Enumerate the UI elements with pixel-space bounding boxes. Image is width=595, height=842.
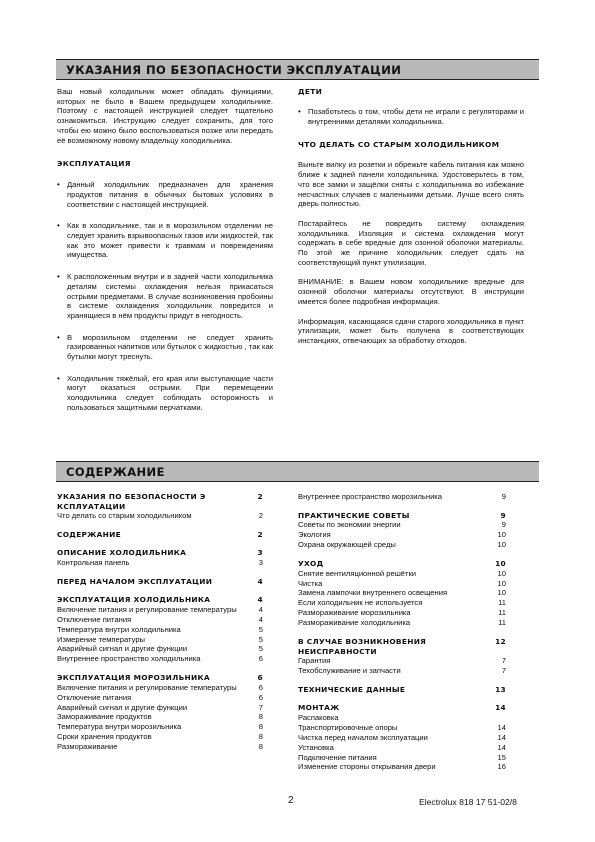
toc-entry-page: 8: [258, 732, 263, 742]
bullet-dot-icon: •: [57, 332, 60, 342]
toc-entry-title: Размораживание: [57, 742, 118, 752]
toc-section-page: 9: [500, 510, 506, 520]
toc-entry: [298, 713, 506, 723]
toc-section-heading: [57, 530, 263, 540]
old-fridge-paragraph: ВНИМАНИЕ: в Вашем новом холодильнике вредные для озонной оболочки материалы отсутствуют. В инструкции имеется более подробная информация.: [298, 277, 524, 306]
toc-section-title: УХОД: [298, 559, 324, 569]
toc-section: [298, 685, 506, 695]
operation-heading: ЭКСПЛУАТАЦИЯ: [57, 159, 131, 169]
toc-entry-title: Чистка: [298, 578, 323, 588]
operation-list: [57, 180, 273, 412]
toc-entry-page: 4: [258, 604, 263, 614]
toc-entry-title: Включение питания и регулирование температуры: [57, 682, 237, 692]
old-fridge-paragraph: Выньте вилку из розетки и обрежьте кабель питания как можно ближе к задней панели холодильника. Удостоверьтесь в том, что все замки и защёлки сняты с холодильника во избежание несчастных случаев с маленькими детьми. Лучше всего снять дверь полностью.: [298, 160, 524, 209]
toc-entry: [298, 598, 506, 608]
toc-section-page: 10: [495, 559, 506, 569]
toc-entry-title: Внутреннее пространство морозильника: [298, 492, 443, 501]
toc-section-page: 6: [257, 673, 263, 683]
toc-entry-title: Установка: [298, 742, 334, 752]
toc-section: [57, 577, 263, 587]
toc-section-heading: [57, 577, 263, 587]
toc-entry: [298, 762, 506, 772]
old-fridge-heading: ЧТО ДЕЛАТЬ СО СТАРЫМ ХОЛОДИЛЬНИКОМ: [298, 140, 500, 150]
toc-entry-title: Отключение питания: [57, 692, 132, 702]
bullet-text: Как в холодильнике, так и в морозильном отделении не следует хранить взрывоопасных газов или жидкостей, так как это может привести к травмам и повреждениям имущества.: [67, 221, 273, 260]
toc-entry-title: Контрольная панель: [57, 557, 130, 567]
toc-entry: [57, 558, 263, 568]
toc-section-title: ОПИСАНИЕ ХОЛОДИЛЬНИКА: [57, 548, 187, 558]
toc-section-page: 3: [257, 548, 263, 558]
toc-section-heading: [57, 548, 263, 558]
toc-entry-page: 6: [258, 682, 263, 692]
toc-entry-page: 5: [258, 634, 263, 644]
toc-entry: [57, 605, 263, 615]
toc-entry-page: 10: [497, 540, 506, 550]
toc-entry-page: 8: [258, 722, 263, 732]
bullet-item: [57, 272, 273, 321]
bullet-item: [57, 221, 273, 260]
toc-entry-page: 10: [497, 588, 506, 598]
toc-section: [57, 530, 263, 540]
toc-section-title: МОНТАЖ: [298, 703, 340, 713]
toc-entry: [298, 733, 506, 743]
toc-entry: [57, 615, 263, 625]
bullet-item: [298, 107, 524, 126]
toc-entry: [57, 712, 263, 722]
toc-entry-page: 6: [258, 654, 263, 664]
toc-section: [57, 673, 263, 752]
toc-entry-title: Если холодильник не используется: [298, 598, 423, 608]
toc-section: [57, 595, 263, 664]
toc-entry-page: 5: [258, 624, 263, 634]
toc-section-page: 4: [257, 595, 263, 605]
toc-section: [298, 511, 506, 550]
bullet-text: К расположенным внутри и в задней части холодильника деталям системы охлаждения нельзя прикасаться острыми предметами. В случае возникновения пробоины в системе охлаждения холодильник повредится и хранящиеся в нём продукты придут в негодность.: [67, 272, 273, 320]
toc-entry-page: 11: [498, 618, 506, 628]
toc-entry: [298, 492, 506, 502]
toc-section-title: ПРАКТИЧЕСКИЕ СОВЕТЫ: [298, 510, 410, 520]
toc-entry: [298, 520, 506, 530]
toc-section-heading: [298, 685, 506, 695]
toc-section-heading: [57, 595, 263, 605]
toc-entry: [57, 644, 263, 654]
toc-entry: [57, 654, 263, 664]
safety-heading: УКАЗАНИЯ ПО БЕЗОПАСНОСТИ ЭКСПЛУАТАЦИИ: [66, 62, 402, 77]
contents-heading: СОДЕРЖАНИЕ: [66, 464, 165, 479]
toc-entry-title: Измерение температуры: [57, 634, 146, 644]
toc-section-title: УКАЗАНИЯ ПО БЕЗОПАСНОСТИ Э КСПЛУАТАЦИИ: [57, 492, 206, 511]
children-list: [298, 107, 524, 126]
toc-entry-title: Размораживание холодильника: [298, 618, 411, 628]
toc-entry: [57, 732, 263, 742]
toc-entry: [298, 530, 506, 540]
bullet-text: Холодильник тяжёлый, его края или выступающие части могут оказаться острыми. При перемещении холодильника следует соблюдать осторожность и пользоваться защитными перчатками.: [67, 373, 273, 412]
toc-entry-page: 10: [497, 578, 506, 588]
toc-entry: [298, 540, 506, 550]
toc-entry-title: Распаковка: [298, 712, 339, 722]
toc-section-page: 4: [257, 576, 263, 586]
toc-section-heading: [298, 703, 506, 713]
toc-section-page: 14: [495, 703, 506, 713]
toc-section-heading: [298, 559, 506, 569]
bullet-item: [57, 374, 273, 413]
toc-section-title: СОДЕРЖАНИЕ: [57, 529, 121, 539]
bullet-dot-icon: •: [57, 180, 60, 190]
toc-right-column: [298, 492, 506, 772]
toc-entry: [57, 693, 263, 703]
bullet-dot-icon: •: [57, 221, 60, 231]
toc-entry-title: Температура внутри морозильника: [57, 722, 182, 732]
toc-entry-title: Аварийный сигнал и другие функции: [57, 644, 188, 654]
toc-entry: [298, 656, 506, 666]
toc-section: [298, 637, 506, 676]
toc-section-heading: [57, 492, 263, 511]
bullet-dot-icon: •: [57, 373, 60, 383]
bullet-text: Данный холодильник предназначен для хранения продуктов питания в обычных бытовых условиях в соответствии с настоящей инструкцией.: [67, 180, 273, 209]
toc-entry-page: 8: [258, 742, 263, 752]
toc-entry-title: Температура внутри холодильника: [57, 624, 181, 634]
toc-section-title: В СЛУЧАЕ ВОЗНИКНОВЕНИЯ НЕИСПРАВНОСТИ: [298, 637, 427, 656]
toc-section: [57, 492, 263, 521]
toc-entry: [57, 635, 263, 645]
toc-entry-title: Изменение стороны открывания двери: [298, 762, 436, 772]
toc-entry: [298, 618, 506, 628]
toc-section: [57, 548, 263, 567]
safety-heading-banner: [56, 59, 539, 80]
toc-entry: [298, 723, 506, 733]
toc-entry: [57, 625, 263, 635]
toc-entry: [298, 569, 506, 579]
toc-entry-page: 16: [497, 762, 506, 772]
toc-entry-page: 2: [258, 511, 263, 520]
toc-entry-title: Снятие вентиляционной решётки: [298, 568, 417, 578]
toc-entry-title: Экология: [298, 530, 331, 540]
toc-section-title: ЭКСПЛУАТАЦИЯ МОРОЗИЛЬНИКА: [57, 673, 210, 683]
bullet-text: Позаботьтесь о том, чтобы дети не играли с регуляторами и внутренними деталями холодильника.: [308, 107, 524, 126]
safety-right-column: [298, 87, 524, 346]
toc-entry-page: 11: [498, 608, 506, 618]
toc-section-heading: [298, 511, 506, 521]
toc-entry: [298, 666, 506, 676]
safety-left-column: [57, 87, 273, 413]
toc-section: [298, 703, 506, 772]
toc-entry-title: Отключение питания: [57, 614, 132, 624]
old-fridge-paragraph: Информация, касающаяся сдачи старого холодильника в пункт утилизации, может быть получена в соответствующих инстанциях, отвечающих за обработку отходов.: [298, 316, 524, 345]
old-fridge-paragraphs: [298, 160, 524, 345]
contents-heading-banner: [56, 461, 539, 482]
toc-entry-title: Замена лампочки внутреннего освещения: [298, 588, 448, 598]
toc-entry-title: Сроки хранения продуктов: [57, 732, 152, 742]
toc-entry-page: 9: [501, 492, 506, 501]
toc-entry: [57, 683, 263, 693]
toc-section-page: 2: [257, 529, 263, 539]
toc-entry-title: Чистка перед началом эксплуатации: [298, 732, 428, 742]
toc-entry-title: Охрана окружающей среды: [298, 540, 396, 550]
toc-entry-page: 4: [258, 614, 263, 624]
toc-entry: [298, 579, 506, 589]
toc-section: [298, 492, 506, 502]
toc-entry-page: 6: [258, 692, 263, 702]
toc-section-heading: [57, 673, 263, 683]
toc-entry: [298, 608, 506, 618]
toc-entry-title: Подключение питания: [298, 752, 377, 762]
toc-entry-page: 14: [497, 742, 506, 752]
toc-entry-page: 15: [497, 752, 506, 762]
toc-section-page: 13: [495, 684, 506, 694]
toc-entry: [298, 743, 506, 753]
toc-entry-title: Размораживание морозильника: [298, 608, 411, 618]
toc-entry-page: 7: [501, 665, 506, 675]
toc-section-page: 2: [257, 492, 263, 501]
toc-entry-title: Аварийный сигнал и другие функции: [57, 702, 188, 712]
toc-entry-title: Что делать со старым холодильником: [57, 511, 192, 520]
toc-entry: [57, 722, 263, 732]
toc-left-column: [57, 492, 263, 752]
document-code: Electrolux 818 17 51-02/8: [419, 797, 517, 807]
page-number: 2: [288, 795, 294, 806]
safety-intro: Ваш новый холодильник может обладать функциями, которых не было в Вашем предыдущем холодильнике. Поэтому с настоящей инструкцией следует тщательно ознакомиться. Инструкцию следует сохранить, для того чтобы ею можно было воспользоваться позже или передать её возможному новому владельцу холодильника.: [57, 87, 273, 145]
toc-entry-page: 3: [258, 557, 263, 567]
bullet-item: [57, 180, 273, 209]
toc-entry-title: Замораживание продуктов: [57, 712, 152, 722]
toc-entry-page: 7: [258, 702, 263, 712]
toc-entry-page: 11: [498, 598, 506, 608]
toc-entry-title: Транспортировочные опоры: [298, 722, 398, 732]
toc-entry: [57, 742, 263, 752]
children-heading: ДЕТИ: [298, 87, 323, 96]
toc-entry: [298, 588, 506, 598]
toc-entry-page: 9: [501, 520, 506, 530]
toc-section-title: ТЕХНИЧЕСКИЕ ДАННЫЕ: [298, 684, 406, 694]
toc-entry-page: 8: [258, 712, 263, 722]
toc-section-page: 12: [495, 637, 506, 647]
toc-entry-page: 10: [497, 568, 506, 578]
toc-entry-title: Советы по экономии энергии: [298, 520, 401, 530]
old-fridge-paragraph: Постарайтесь не повредить систему охлаждения холодильника. Изоляция и система охлаждения могут содержать в себе вредные для озонной оболочки материалы. По этой же причине холодильник следует сдать на соответствующий пункт утилизации.: [298, 218, 524, 267]
bullet-dot-icon: •: [298, 107, 301, 116]
toc-entry: [57, 703, 263, 713]
toc-entry: [298, 753, 506, 763]
toc-section-title: ПЕРЕД НАЧАЛОМ ЭКСПЛУАТАЦИИ: [57, 576, 213, 586]
toc-entry: [57, 511, 263, 521]
toc-entry-title: Гарантия: [298, 656, 331, 666]
toc-entry-title: Включение питания и регулирование температуры: [57, 604, 237, 614]
toc-entry-page: 14: [497, 732, 506, 742]
toc-entry-title: Техобслуживание и запчасти: [298, 665, 401, 675]
bullet-text: В морозильном отделении не следует хранить газированных напитков или бутылок с жидкостью , так как бутылки могут треснуть.: [67, 332, 273, 362]
toc-section-heading: [298, 637, 506, 656]
toc-section: [298, 559, 506, 628]
toc-entry-page: 10: [497, 530, 506, 540]
bullet-item: [57, 333, 273, 362]
toc-entry-page: 14: [497, 722, 506, 732]
bullet-dot-icon: •: [57, 272, 60, 282]
toc-entry-title: Внутреннее пространство холодильника: [57, 654, 201, 664]
toc-section-title: ЭКСПЛУАТАЦИЯ ХОЛОДИЛЬНИКА: [57, 595, 211, 605]
toc-entry-page: 5: [258, 644, 263, 654]
toc-entry-page: 7: [501, 656, 506, 666]
